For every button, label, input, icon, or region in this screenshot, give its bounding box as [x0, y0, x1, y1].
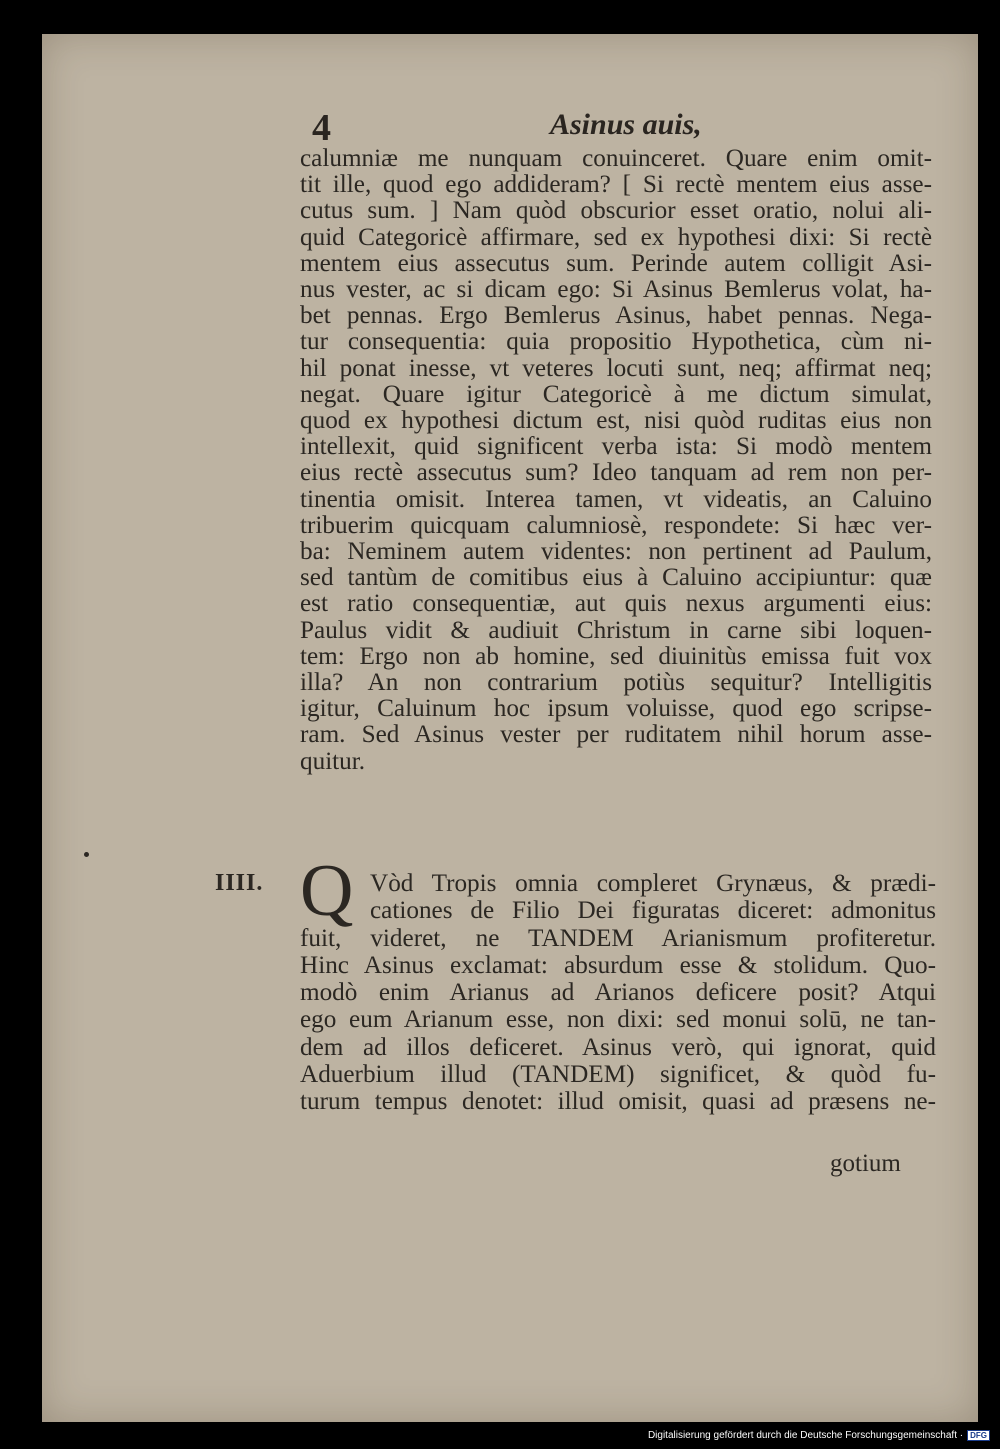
text-line: intellexit, quid significent verba ista: Si modò mentem [300, 433, 932, 461]
text-line: mentem eius assecutus sum. Perinde autem colligit Asi- [300, 249, 932, 277]
section-number: IIII. [215, 870, 264, 896]
ink-speck [84, 852, 89, 857]
dfg-logo: DFG [967, 1430, 990, 1441]
text-line: hil ponat inesse, vt veteres locuti sunt, neq; affirmat neq; [300, 354, 932, 382]
text-line: sed tantùm de comitibus eius à Caluino accipiuntur: quæ [300, 564, 932, 592]
text-line: ba: Neminem autem videntes: non pertinent ad Paulum, [300, 538, 932, 566]
text-line: cationes de Filio Dei figuratas diceret: admonitus [370, 897, 936, 925]
text-line: cutus sum. ] Nam quòd obscurior esset oratio, nolui ali- [300, 197, 932, 225]
text-line: modò enim Arianus ad Arianos deficere posit? Atqui [300, 979, 936, 1007]
running-head: Asinus auis, [550, 108, 702, 141]
text-line: eius rectè assecutus sum? Ideo tanquam ad rem non per- [300, 459, 932, 487]
text-line: tribuerim quicquam calumniosè, respondete: Si hæc ver- [300, 511, 932, 539]
text-line: quid Categoricè affirmare, sed ex hypothesi dixi: Si rectè [300, 223, 932, 251]
text-line: negat. Quare igitur Categoricè à me dictum simulat, [300, 380, 932, 408]
text-line: tur consequentia: quia propositio Hypothetica, cùm ni- [300, 328, 932, 356]
book-page [42, 34, 978, 1422]
digitization-footer [648, 1430, 990, 1441]
section-text [300, 870, 936, 1116]
text-line: quod ex hypothesi dictum est, nisi quòd ruditas eius non [300, 407, 932, 435]
text-line: Hinc Asinus exclamat: absurdum esse & stolidum. Quo- [300, 951, 936, 979]
text-line: ram. Sed Asinus vester per ruditatem nihil horum asse- [300, 721, 932, 749]
body-text [300, 146, 932, 775]
text-line: illa? An non contrarium potiùs sequitur? Intelligitis [300, 669, 932, 697]
text-line: quitur. [300, 747, 366, 775]
text-line: Vòd Tropis omnia compleret Grynæus, & prædi- [370, 870, 936, 897]
footer-text: Digitalisierung gefördert durch die Deutsche Forschungsgemeinschaft · [647, 1430, 964, 1441]
text-line: bet pennas. Ergo Bemlerus Asinus, habet pennas. Nega- [300, 302, 932, 330]
text-line: nus vester, ac si dicam ego: Si Asinus Bemlerus volat, ha- [300, 276, 932, 304]
text-line: ego eum Arianum esse, non dixi: sed monui solū, ne tan- [300, 1006, 936, 1034]
text-line: Aduerbium illud (TANDEM) significet, & quòd fu- [300, 1061, 936, 1089]
text-line: est ratio consequentiæ, aut quis nexus argumenti eius: [300, 590, 932, 618]
text-line: tinentia omisit. Interea tamen, vt videatis, an Caluino [300, 485, 932, 513]
page-number: 4 [312, 107, 331, 149]
catchword: gotium [830, 1150, 901, 1177]
text-line: tit ille, quod ego addideram? [ Si rectè mentem eius asse- [300, 171, 932, 199]
text-line: turum tempus denotet: illud omisit, quasi ad præsens ne- [300, 1088, 936, 1116]
text-line: igitur, Caluinum hoc ipsum voluisse, quod ego scripse- [300, 695, 932, 723]
text-line: calumniæ me nunquam conuinceret. Quare enim omit- [300, 145, 932, 172]
text-line: dem ad illos deficeret. Asinus verò, qui ignorat, quid [300, 1033, 936, 1061]
text-line: Paulus vidit & audiuit Christum in carne sibi loquen- [300, 616, 932, 644]
drop-capital: Q [300, 850, 354, 932]
text-line: fuit, videret, ne TANDEM Arianismum profiteretur. [300, 924, 936, 952]
text-line: tem: Ergo non ab homine, sed diuinitùs emissa fuit vox [300, 642, 932, 670]
